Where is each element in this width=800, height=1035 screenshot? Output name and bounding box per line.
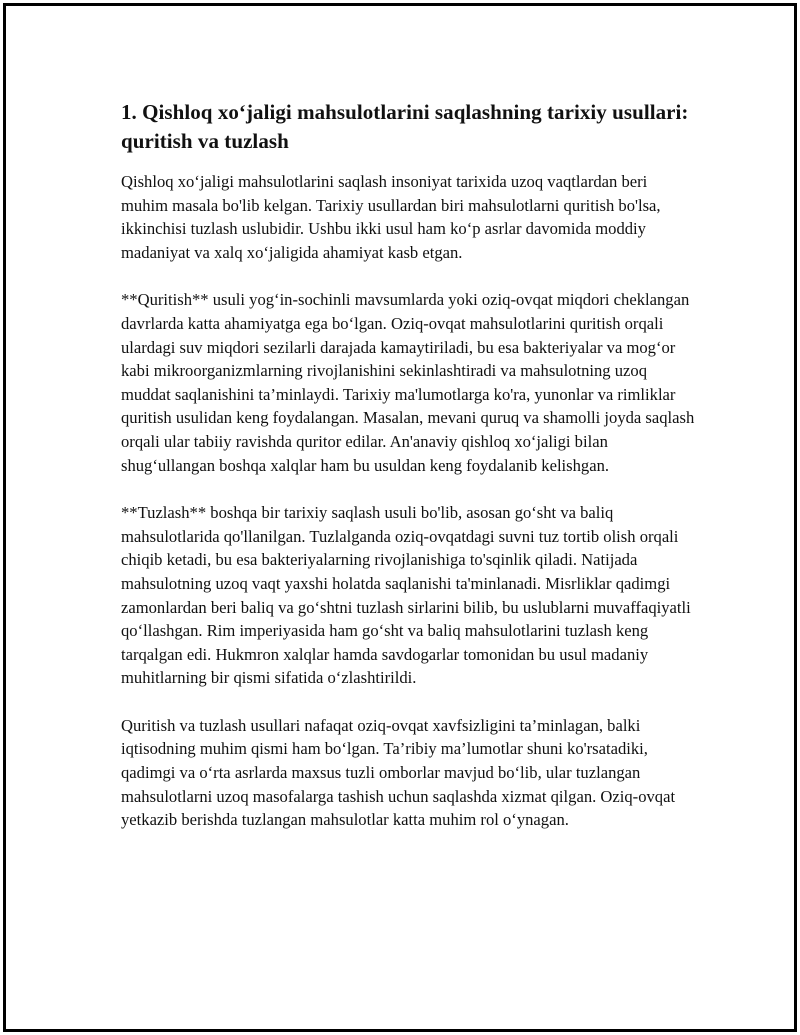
- paragraph-intro: Qishloq xo‘jaligi mahsulotlarini saqlash insoniyat tarixida uzoq vaqtlardan beri muhim masala bo'lib kelgan. Tarixiy usullardan biri mahsulotlarni quritish bo'lsa, ikkinchisi tuzlash uslubidir. Ushbu ikki usul ham ko‘p asrlar davomida moddiy madaniyat va xalq xo‘jaligida ahamiyat kasb etgan.: [121, 172, 661, 262]
- paragraph-quritish: **Quritish** usuli yog‘in-sochinli mavsumlarda yoki oziq-ovqat miqdori cheklangan davrlarda katta ahamiyatga ega bo‘lgan. Oziq-ovqat mahsulotlarini quritish orqali ulardagi suv miqdori sezilarli darajada kamaytiriladi, bu esa bakteriyalar va mog‘or kabi mikroorganizmlarning rivojlanishini sekinlashtiradi va mahsulotning uzoq muddat saqlanishini ta’minlaydi. Tarixiy ma'lumotlarga ko'ra, yunonlar va rimliklar quritish usulidan keng foydalangan. Masalan, mevani quruq va shamolli joyda saqlash orqali ular tabiiy ravishda quritor edilar. An'anaviy qishloq xo‘jaligi bilan shug‘ullangan boshqa xalqlar ham bu usuldan keng foydalanib kelishgan.: [121, 290, 695, 475]
- paragraph-tuzlash: **Tuzlash** boshqa bir tarixiy saqlash usuli bo'lib, asosan go‘sht va baliq mahsulotlarida qo'llanilgan. Tuzlalganda oziq-ovqatdagi suvni tuz tortib olish orqali chiqib ketadi, bu esa bakteriyalarning rivojlanishiga to'sqinlik qiladi. Natijada mahsulotning uzoq vaqt yaxshi holatda saqlanishi ta'minlanadi. Misrliklar qadimgi zamonlardan beri baliq va go‘shtni tuzlash sirlarini bilib, bu uslublarni muvaffaqiyatli qo‘llashgan. Rim imperiyasida ham go‘sht va baliq mahsulotlarini tuzlash keng tarqalgan edi. Hukmron xalqlar hamda savdogarlar tomonidan bu usul madaniy muhitlarning bir qismi sifatida o‘zlashtirildi.: [121, 503, 691, 688]
- document-heading: 1. Qishloq xo‘jaligi mahsulotlarini saqlashning tarixiy usullari: quritish va tuzlash: [121, 100, 689, 153]
- paragraph-conclusion: Quritish va tuzlash usullari nafaqat oziq-ovqat xavfsizligini ta’minlagan, balki iqtisodning muhim qismi ham bo‘lgan. Ta’ribiy ma’lumotlar shuni ko'rsatadiki, qadimgi va o‘rta asrlarda maxsus tuzli omborlar mavjud bo‘lib, ular tuzlangan mahsulotlarni uzoq masofalarga tashish uchun saqlashda xizmat qilgan. Oziq-ovqat yetkazib berishda tuzlangan mahsulotlar katta muhim rol o‘ynagan.: [121, 715, 676, 830]
- document-content: [121, 98, 696, 856]
- page-frame: [3, 3, 797, 1032]
